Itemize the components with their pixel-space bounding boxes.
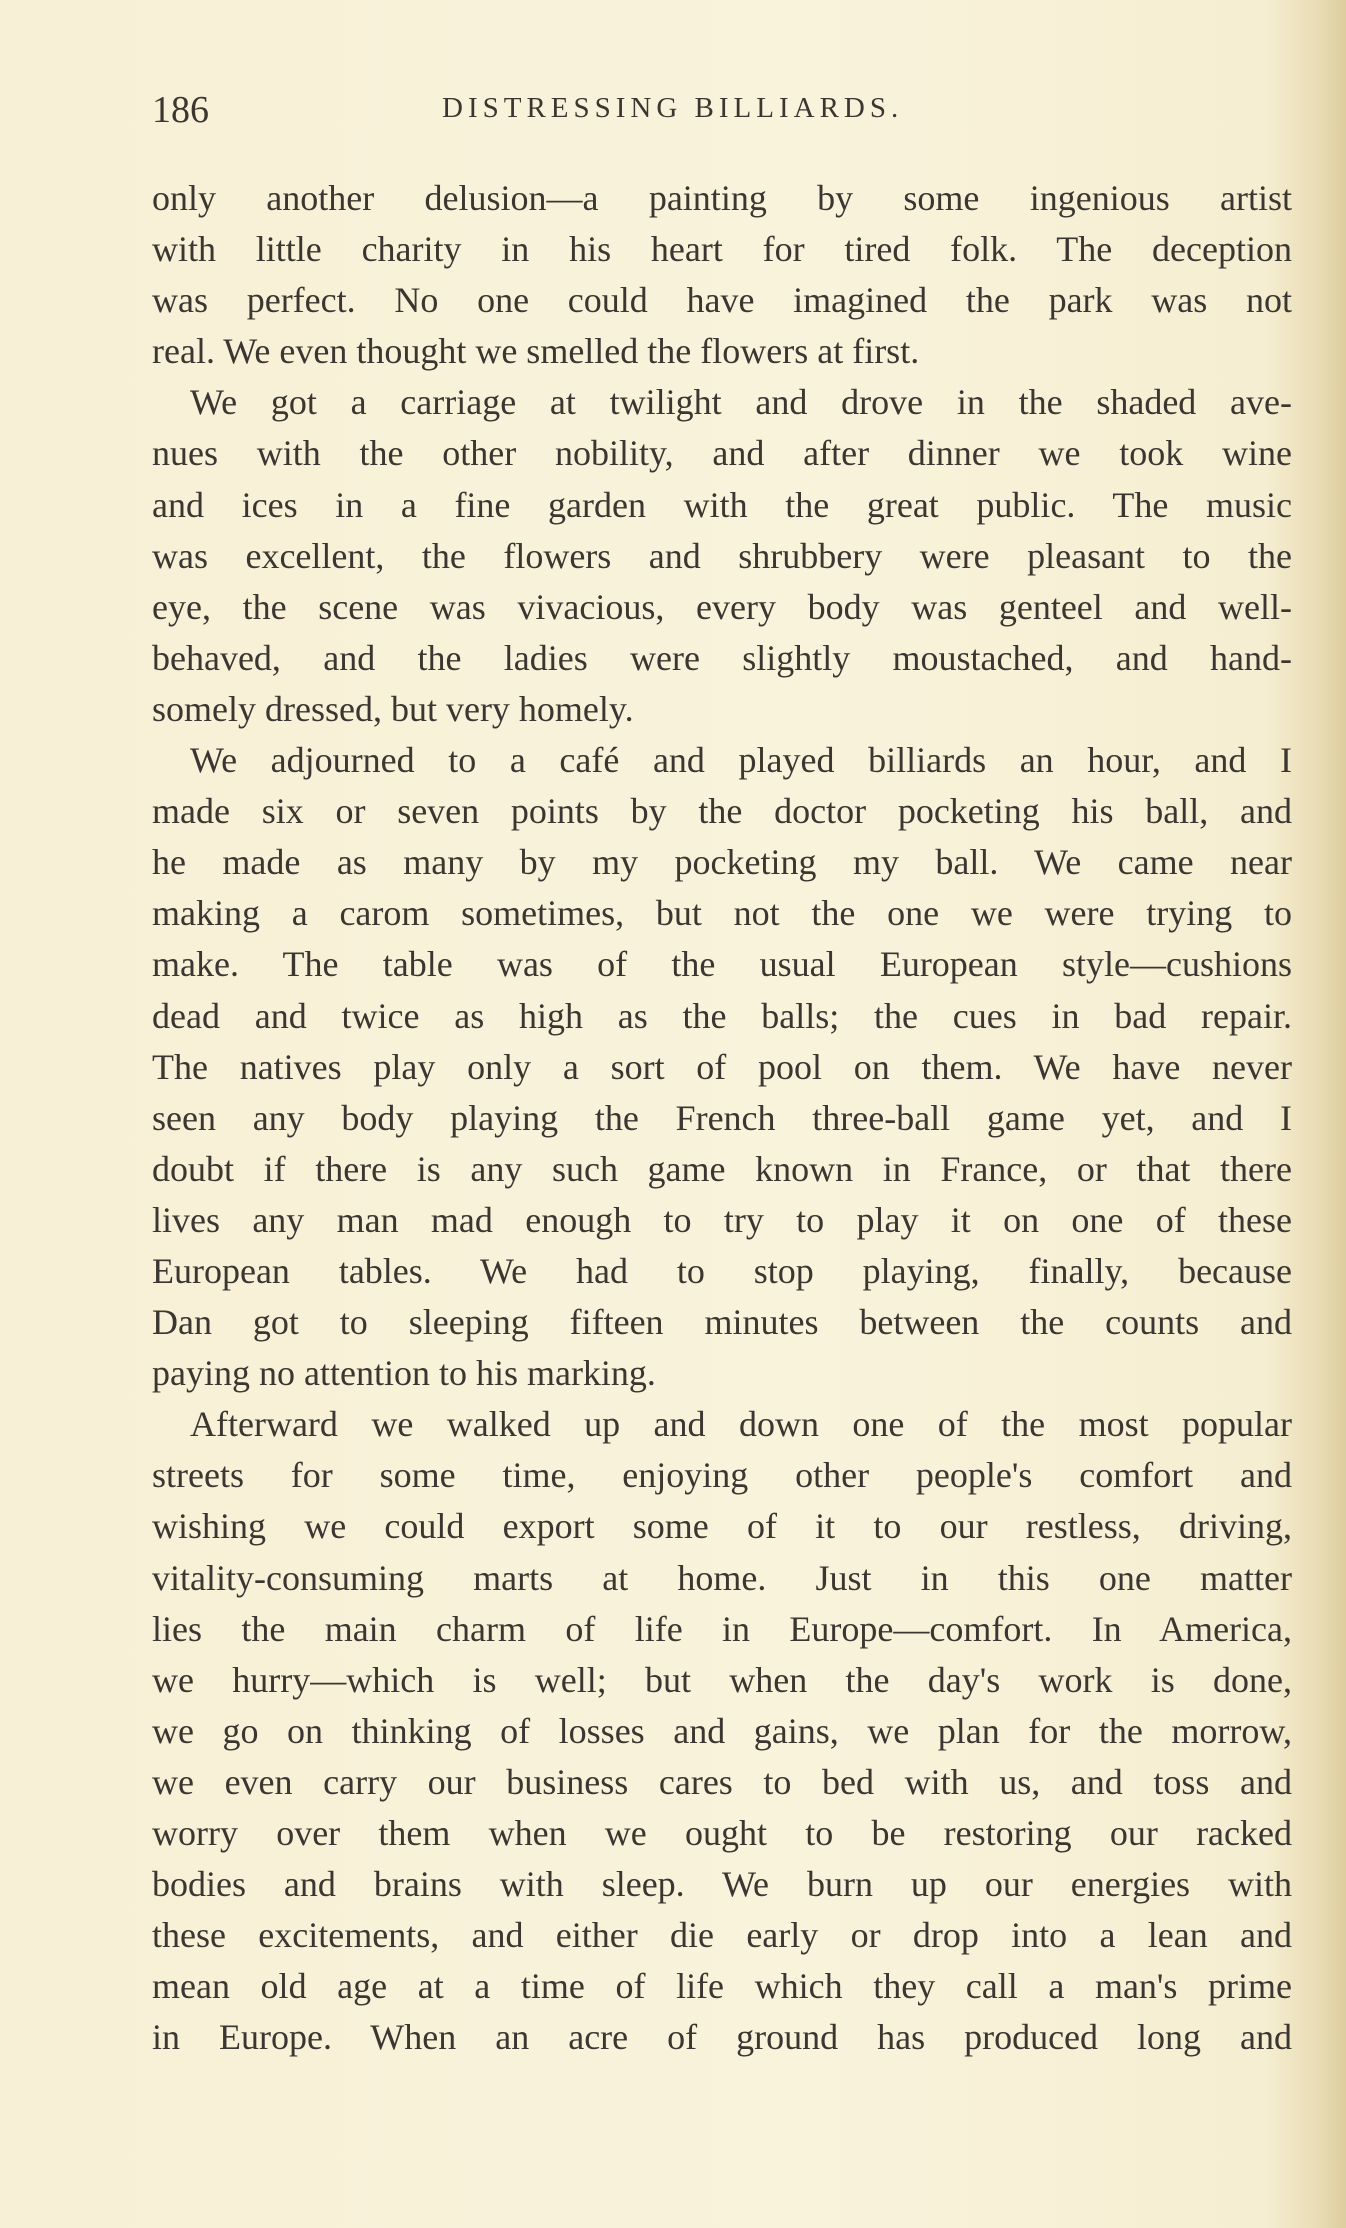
text-line: making a carom sometimes, but not the one we were trying to xyxy=(152,893,1292,934)
text-line: vitality-consuming marts at home. Just in this one matter xyxy=(152,1557,1292,1598)
text-line: paying no attention to his marking. xyxy=(152,1353,656,1394)
text-line: The natives play only a sort of pool on them. We have never xyxy=(152,1046,1292,1087)
text-line: worry over them when we ought to be restoring our racked xyxy=(152,1813,1292,1853)
text-line: doubt if there is any such game known in France, or that there xyxy=(152,1148,1292,1189)
text-line: We adjourned to a café and played billiards an hour, and I xyxy=(190,740,1292,781)
text-line: We got a carriage at twilight and drove in the shaded ave- xyxy=(190,382,1292,423)
text-line: Dan got to sleeping fifteen minutes between the counts and xyxy=(152,1302,1292,1343)
text-line: he made as many by my pocketing my ball. We came near xyxy=(152,842,1292,883)
text-line: bodies and brains with sleep. We burn up our energies with xyxy=(152,1864,1292,1905)
text-line: mean old age at a time of life which they call a man's prime xyxy=(152,1966,1292,2007)
text-line: streets for some time, enjoying other people's comfort and xyxy=(152,1455,1292,1496)
text-line: was excellent, the flowers and shrubbery were pleasant to the xyxy=(152,535,1292,576)
text-line: lives any man mad enough to try to play it on one of these xyxy=(152,1199,1292,1240)
text-line: these excitements, and either die early or drop into a lean and xyxy=(152,1915,1292,1956)
body-text xyxy=(152,173,1292,2063)
page-number: 186 xyxy=(152,89,209,131)
text-line: only another delusion—a painting by some ingenious artist xyxy=(152,178,1292,218)
text-line: seen any body playing the French three-ball game yet, and I xyxy=(152,1097,1292,1138)
text-line: in Europe. When an acre of ground has produced long and xyxy=(152,2017,1292,2058)
running-header xyxy=(152,88,1292,138)
text-line: behaved, and the ladies were slightly moustached, and hand- xyxy=(152,637,1292,678)
text-line: we even carry our business cares to bed with us, and toss and xyxy=(152,1761,1292,1802)
text-line: make. The table was of the usual European style—cushions xyxy=(152,944,1292,985)
text-line: wishing we could export some of it to our restless, driving, xyxy=(152,1506,1292,1547)
text-line: somely dressed, but very homely. xyxy=(152,688,634,729)
text-line: real. We even thought we smelled the flowers at first. xyxy=(152,331,920,372)
text-line: with little charity in his heart for tired folk. The deception xyxy=(152,229,1292,270)
text-line: European tables. We had to stop playing, finally, because xyxy=(152,1250,1292,1291)
text-line: dead and twice as high as the balls; the cues in bad repair. xyxy=(152,995,1292,1036)
text-line: we go on thinking of losses and gains, we plan for the morrow, xyxy=(152,1710,1292,1751)
text-line: Afterward we walked up and down one of the most popular xyxy=(190,1404,1292,1445)
text-line: lies the main charm of life in Europe—comfort. In America, xyxy=(152,1608,1292,1649)
text-line: we hurry—which is well; but when the day's work is done, xyxy=(152,1659,1292,1700)
text-line: nues with the other nobility, and after dinner we took wine xyxy=(152,433,1292,474)
text-line: and ices in a fine garden with the great public. The music xyxy=(152,484,1292,525)
running-title: DISTRESSING BILLIARDS. xyxy=(442,92,904,124)
text-line: made six or seven points by the doctor pocketing his ball, and xyxy=(152,791,1292,832)
text-line: was perfect. No one could have imagined the park was not xyxy=(152,280,1292,321)
text-line: eye, the scene was vivacious, every body was genteel and well- xyxy=(152,586,1292,627)
